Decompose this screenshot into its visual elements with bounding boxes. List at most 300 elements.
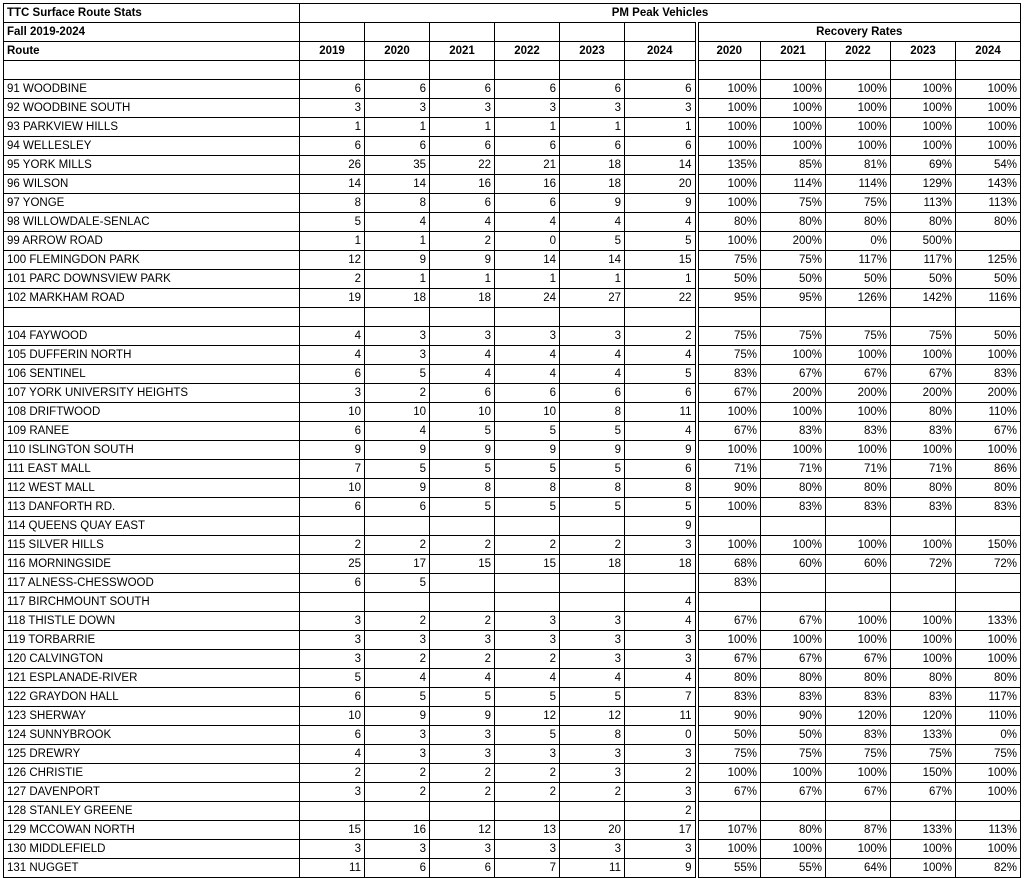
recovery-rate-cell: 100% <box>891 80 956 99</box>
vehicle-count-cell: 9 <box>365 479 430 498</box>
recovery-rate-cell: 0% <box>826 232 891 251</box>
recovery-rate-cell: 83% <box>826 688 891 707</box>
route-name: 109 RANEE <box>4 422 300 441</box>
recovery-rate-cell: 126% <box>826 289 891 308</box>
table-row <box>4 631 1021 650</box>
recovery-rate-cell: 100% <box>956 346 1021 365</box>
recovery-rate-cell: 67% <box>761 365 826 384</box>
recovery-rate-cell: 50% <box>956 270 1021 289</box>
recovery-rate-cell: 100% <box>697 498 761 517</box>
table-row <box>4 289 1021 308</box>
table-row <box>4 574 1021 593</box>
table-row <box>4 802 1021 821</box>
vehicle-count-cell: 6 <box>300 365 365 384</box>
recovery-rate-cell: 75% <box>891 745 956 764</box>
vehicle-count-cell: 5 <box>560 498 625 517</box>
table-row <box>4 251 1021 270</box>
recovery-rate-cell: 83% <box>697 574 761 593</box>
recovery-rate-cell: 100% <box>826 137 891 156</box>
recovery-rate-cell: 50% <box>826 270 891 289</box>
recovery-rate-cell: 100% <box>956 118 1021 137</box>
vehicle-count-cell: 5 <box>300 213 365 232</box>
vehicle-count-cell: 9 <box>625 194 697 213</box>
table-row <box>4 213 1021 232</box>
vehicle-count-cell: 19 <box>300 289 365 308</box>
vehicle-count-cell: 20 <box>560 821 625 840</box>
recovery-year-header: 2024 <box>956 42 1021 61</box>
recovery-rate-cell: 200% <box>826 384 891 403</box>
vehicle-count-cell: 10 <box>430 403 495 422</box>
vehicle-count-cell: 3 <box>300 99 365 118</box>
recovery-rate-cell: 83% <box>761 422 826 441</box>
recovery-rate-cell: 67% <box>697 783 761 802</box>
table-row <box>4 726 1021 745</box>
recovery-rates-header: Recovery Rates <box>697 23 1021 42</box>
vehicle-count-cell: 3 <box>365 745 430 764</box>
vehicle-count-cell: 1 <box>300 118 365 137</box>
route-name: 122 GRAYDON HALL <box>4 688 300 707</box>
vehicle-count-cell: 2 <box>365 650 430 669</box>
recovery-rate-cell: 100% <box>697 441 761 460</box>
vehicle-count-cell: 15 <box>430 555 495 574</box>
route-name: 91 WOODBINE <box>4 80 300 99</box>
vehicle-count-cell: 5 <box>625 365 697 384</box>
route-name: 123 SHERWAY <box>4 707 300 726</box>
route-name: 92 WOODBINE SOUTH <box>4 99 300 118</box>
recovery-rate-cell: 100% <box>956 840 1021 859</box>
vehicle-count-cell: 6 <box>300 688 365 707</box>
vehicle-count-cell: 2 <box>365 783 430 802</box>
vehicle-count-cell: 8 <box>495 479 560 498</box>
recovery-rate-cell: 50% <box>956 327 1021 346</box>
vehicle-count-cell: 4 <box>430 669 495 688</box>
recovery-rate-cell: 100% <box>826 346 891 365</box>
recovery-rate-cell: 100% <box>697 175 761 194</box>
recovery-rate-cell: 67% <box>891 783 956 802</box>
recovery-rate-cell: 67% <box>697 612 761 631</box>
recovery-rate-cell: 114% <box>761 175 826 194</box>
vehicle-count-cell: 15 <box>300 821 365 840</box>
recovery-rate-cell: 100% <box>697 232 761 251</box>
vehicle-count-cell <box>365 593 430 612</box>
table-row <box>4 80 1021 99</box>
vehicle-count-cell: 4 <box>430 346 495 365</box>
recovery-rate-cell: 71% <box>826 460 891 479</box>
route-name: 120 CALVINGTON <box>4 650 300 669</box>
vehicle-count-cell: 21 <box>495 156 560 175</box>
vehicles-year-header: 2023 <box>560 42 625 61</box>
vehicle-count-cell: 1 <box>365 270 430 289</box>
vehicle-count-cell: 35 <box>365 156 430 175</box>
vehicle-count-cell: 5 <box>430 688 495 707</box>
recovery-rate-cell: 100% <box>891 650 956 669</box>
recovery-rate-cell: 90% <box>761 707 826 726</box>
recovery-rate-cell: 60% <box>826 555 891 574</box>
vehicle-count-cell: 5 <box>365 365 430 384</box>
vehicle-count-cell: 27 <box>560 289 625 308</box>
route-name: 115 SILVER HILLS <box>4 536 300 555</box>
recovery-rate-cell <box>697 593 761 612</box>
recovery-rate-cell: 83% <box>956 365 1021 384</box>
recovery-rate-cell: 80% <box>956 669 1021 688</box>
vehicle-count-cell: 6 <box>300 498 365 517</box>
recovery-rate-cell: 55% <box>697 859 761 878</box>
recovery-rate-cell: 80% <box>697 213 761 232</box>
recovery-rate-cell: 100% <box>826 764 891 783</box>
route-name: 95 YORK MILLS <box>4 156 300 175</box>
recovery-rate-cell: 83% <box>761 688 826 707</box>
recovery-rate-cell: 107% <box>697 821 761 840</box>
vehicle-count-cell: 3 <box>365 327 430 346</box>
recovery-rate-cell: 100% <box>956 764 1021 783</box>
vehicle-count-cell: 3 <box>430 631 495 650</box>
vehicle-count-cell: 6 <box>495 384 560 403</box>
vehicle-count-cell: 11 <box>625 707 697 726</box>
vehicle-count-cell: 11 <box>560 859 625 878</box>
recovery-rate-cell: 83% <box>761 498 826 517</box>
recovery-rate-cell: 72% <box>956 555 1021 574</box>
vehicle-count-cell: 17 <box>625 821 697 840</box>
recovery-rate-cell: 143% <box>956 175 1021 194</box>
recovery-rate-cell: 83% <box>891 498 956 517</box>
recovery-rate-cell: 68% <box>697 555 761 574</box>
vehicle-count-cell: 2 <box>495 536 560 555</box>
recovery-rate-cell: 100% <box>826 99 891 118</box>
blank-row <box>4 308 1021 327</box>
recovery-rate-cell: 71% <box>761 460 826 479</box>
recovery-rate-cell: 83% <box>826 498 891 517</box>
table-row <box>4 479 1021 498</box>
vehicle-count-cell: 2 <box>430 536 495 555</box>
route-name: 116 MORNINGSIDE <box>4 555 300 574</box>
recovery-rate-cell: 129% <box>891 175 956 194</box>
recovery-rate-cell: 100% <box>891 859 956 878</box>
vehicle-count-cell <box>300 593 365 612</box>
vehicle-count-cell: 3 <box>560 99 625 118</box>
route-name: 107 YORK UNIVERSITY HEIGHTS <box>4 384 300 403</box>
recovery-rate-cell: 80% <box>956 213 1021 232</box>
route-name: 104 FAYWOOD <box>4 327 300 346</box>
recovery-rate-cell: 67% <box>697 422 761 441</box>
recovery-rate-cell: 50% <box>697 270 761 289</box>
vehicle-count-cell: 9 <box>495 441 560 460</box>
vehicle-count-cell: 9 <box>365 251 430 270</box>
recovery-rate-cell: 100% <box>761 99 826 118</box>
vehicle-count-cell <box>430 574 495 593</box>
recovery-rate-cell: 80% <box>761 821 826 840</box>
recovery-rate-cell: 100% <box>761 631 826 650</box>
vehicle-count-cell: 12 <box>300 251 365 270</box>
vehicle-count-cell: 15 <box>625 251 697 270</box>
route-name: 102 MARKHAM ROAD <box>4 289 300 308</box>
recovery-rate-cell: 100% <box>891 346 956 365</box>
pm-peak-header: PM Peak Vehicles <box>300 4 1021 23</box>
recovery-rate-cell: 100% <box>891 840 956 859</box>
route-name: 119 TORBARRIE <box>4 631 300 650</box>
table-row <box>4 118 1021 137</box>
vehicle-count-cell: 4 <box>625 213 697 232</box>
recovery-rate-cell: 80% <box>761 669 826 688</box>
vehicle-count-cell: 1 <box>625 270 697 289</box>
table-row <box>4 384 1021 403</box>
vehicle-count-cell: 14 <box>625 156 697 175</box>
recovery-rate-cell: 133% <box>891 726 956 745</box>
blank-row <box>4 61 1021 80</box>
vehicle-count-cell: 18 <box>365 289 430 308</box>
recovery-rate-cell <box>956 232 1021 251</box>
recovery-rate-cell: 67% <box>891 365 956 384</box>
recovery-rate-cell: 200% <box>761 232 826 251</box>
recovery-rate-cell <box>891 593 956 612</box>
period-label: Fall 2019-2024 <box>4 23 300 42</box>
recovery-rate-cell: 100% <box>761 840 826 859</box>
route-name: 96 WILSON <box>4 175 300 194</box>
vehicles-year-header: 2022 <box>495 42 560 61</box>
vehicle-count-cell: 24 <box>495 289 560 308</box>
vehicles-year-header: 2019 <box>300 42 365 61</box>
vehicle-count-cell: 18 <box>430 289 495 308</box>
vehicle-count-cell: 1 <box>365 118 430 137</box>
recovery-rate-cell: 116% <box>956 289 1021 308</box>
recovery-rate-cell: 75% <box>697 346 761 365</box>
recovery-rate-cell: 67% <box>697 384 761 403</box>
vehicle-count-cell: 5 <box>495 726 560 745</box>
vehicle-count-cell: 5 <box>625 232 697 251</box>
route-name: 105 DUFFERIN NORTH <box>4 346 300 365</box>
table-row <box>4 232 1021 251</box>
recovery-rate-cell: 100% <box>697 80 761 99</box>
route-name: 117 ALNESS-CHESSWOOD <box>4 574 300 593</box>
vehicle-count-cell: 9 <box>560 441 625 460</box>
recovery-rate-cell: 75% <box>761 327 826 346</box>
vehicle-count-cell: 8 <box>560 403 625 422</box>
table-row <box>4 821 1021 840</box>
recovery-rate-cell <box>697 802 761 821</box>
recovery-rate-cell: 71% <box>891 460 956 479</box>
vehicle-count-cell: 5 <box>300 669 365 688</box>
route-name: 130 MIDDLEFIELD <box>4 840 300 859</box>
vehicle-count-cell: 7 <box>625 688 697 707</box>
recovery-rate-cell: 100% <box>697 194 761 213</box>
vehicle-count-cell: 4 <box>430 365 495 384</box>
vehicle-count-cell: 0 <box>495 232 560 251</box>
recovery-rate-cell: 150% <box>956 536 1021 555</box>
recovery-rate-cell: 113% <box>891 194 956 213</box>
vehicle-count-cell: 5 <box>365 460 430 479</box>
recovery-rate-cell: 100% <box>891 612 956 631</box>
vehicle-count-cell: 3 <box>300 612 365 631</box>
route-name: 114 QUEENS QUAY EAST <box>4 517 300 536</box>
vehicle-count-cell: 2 <box>560 783 625 802</box>
vehicle-count-cell: 5 <box>560 422 625 441</box>
vehicle-count-cell: 3 <box>625 783 697 802</box>
header-row-3 <box>4 42 1021 61</box>
recovery-rate-cell: 100% <box>697 118 761 137</box>
recovery-rate-cell <box>956 593 1021 612</box>
vehicle-count-cell: 9 <box>430 251 495 270</box>
recovery-rate-cell: 75% <box>826 327 891 346</box>
vehicle-count-cell <box>430 593 495 612</box>
vehicle-count-cell: 9 <box>365 707 430 726</box>
vehicle-count-cell: 15 <box>495 555 560 574</box>
vehicle-count-cell: 16 <box>495 175 560 194</box>
recovery-rate-cell <box>956 802 1021 821</box>
recovery-rate-cell: 100% <box>761 118 826 137</box>
vehicle-count-cell: 9 <box>625 441 697 460</box>
recovery-rate-cell: 75% <box>761 251 826 270</box>
recovery-rate-cell <box>956 574 1021 593</box>
vehicle-count-cell: 6 <box>430 384 495 403</box>
vehicle-count-cell: 9 <box>365 441 430 460</box>
recovery-rate-cell: 80% <box>891 403 956 422</box>
vehicle-count-cell: 1 <box>560 118 625 137</box>
table-row <box>4 327 1021 346</box>
recovery-rate-cell: 80% <box>956 479 1021 498</box>
vehicles-year-header: 2024 <box>625 42 697 61</box>
recovery-rate-cell: 100% <box>826 441 891 460</box>
vehicle-count-cell: 4 <box>560 365 625 384</box>
vehicle-count-cell <box>560 517 625 536</box>
recovery-year-header: 2022 <box>826 42 891 61</box>
vehicle-count-cell: 4 <box>430 213 495 232</box>
recovery-rate-cell: 100% <box>891 441 956 460</box>
recovery-rate-cell: 100% <box>826 612 891 631</box>
recovery-rate-cell <box>826 517 891 536</box>
vehicle-count-cell: 5 <box>495 460 560 479</box>
recovery-rate-cell: 135% <box>697 156 761 175</box>
vehicle-count-cell: 20 <box>625 175 697 194</box>
vehicle-count-cell: 9 <box>430 707 495 726</box>
vehicle-count-cell: 6 <box>300 422 365 441</box>
recovery-rate-cell: 83% <box>891 422 956 441</box>
vehicle-count-cell: 9 <box>300 441 365 460</box>
recovery-rate-cell: 75% <box>826 745 891 764</box>
recovery-rate-cell: 87% <box>826 821 891 840</box>
vehicle-count-cell: 4 <box>495 669 560 688</box>
recovery-rate-cell <box>761 593 826 612</box>
recovery-rate-cell: 120% <box>826 707 891 726</box>
recovery-rate-cell: 90% <box>697 479 761 498</box>
route-name: 124 SUNNYBROOK <box>4 726 300 745</box>
vehicle-count-cell: 2 <box>495 764 560 783</box>
route-name: 129 MCCOWAN NORTH <box>4 821 300 840</box>
vehicle-count-cell: 6 <box>560 384 625 403</box>
recovery-rate-cell: 100% <box>891 118 956 137</box>
vehicle-count-cell: 5 <box>560 232 625 251</box>
recovery-rate-cell: 133% <box>891 821 956 840</box>
recovery-rate-cell: 113% <box>956 194 1021 213</box>
header-row-2 <box>4 23 1021 42</box>
vehicle-count-cell: 4 <box>365 669 430 688</box>
vehicle-count-cell: 3 <box>495 99 560 118</box>
vehicle-count-cell: 3 <box>495 631 560 650</box>
recovery-rate-cell: 80% <box>826 669 891 688</box>
table-row <box>4 194 1021 213</box>
vehicle-count-cell <box>560 593 625 612</box>
vehicle-count-cell: 1 <box>625 118 697 137</box>
recovery-rate-cell: 100% <box>761 441 826 460</box>
recovery-rate-cell: 75% <box>697 251 761 270</box>
vehicle-count-cell: 6 <box>625 137 697 156</box>
vehicle-count-cell: 4 <box>625 346 697 365</box>
vehicle-count-cell: 2 <box>560 536 625 555</box>
table-row <box>4 517 1021 536</box>
vehicle-count-cell: 9 <box>625 859 697 878</box>
vehicle-count-cell: 6 <box>430 859 495 878</box>
vehicle-count-cell: 6 <box>300 726 365 745</box>
recovery-rate-cell: 200% <box>761 384 826 403</box>
vehicle-count-cell: 10 <box>300 403 365 422</box>
recovery-rate-cell: 80% <box>761 479 826 498</box>
vehicle-count-cell <box>430 802 495 821</box>
vehicle-count-cell: 6 <box>495 80 560 99</box>
recovery-rate-cell: 133% <box>956 612 1021 631</box>
vehicle-count-cell: 6 <box>365 137 430 156</box>
table-row <box>4 612 1021 631</box>
recovery-rate-cell: 67% <box>826 365 891 384</box>
route-name: 98 WILLOWDALE-SENLAC <box>4 213 300 232</box>
vehicle-count-cell: 4 <box>625 422 697 441</box>
vehicle-count-cell: 10 <box>300 479 365 498</box>
vehicle-count-cell <box>300 517 365 536</box>
vehicle-count-cell: 3 <box>625 650 697 669</box>
table-row <box>4 688 1021 707</box>
table-row <box>4 783 1021 802</box>
vehicle-count-cell: 1 <box>430 118 495 137</box>
vehicle-count-cell: 6 <box>300 574 365 593</box>
route-name: 100 FLEMINGDON PARK <box>4 251 300 270</box>
vehicle-count-cell: 2 <box>300 270 365 289</box>
route-name: 118 THISTLE DOWN <box>4 612 300 631</box>
vehicle-count-cell: 5 <box>365 574 430 593</box>
vehicle-count-cell: 18 <box>625 555 697 574</box>
recovery-rate-cell <box>891 574 956 593</box>
recovery-rate-cell <box>761 574 826 593</box>
recovery-rate-cell: 500% <box>891 232 956 251</box>
vehicle-count-cell: 8 <box>625 479 697 498</box>
vehicle-count-cell: 1 <box>365 232 430 251</box>
vehicle-count-cell: 5 <box>365 688 430 707</box>
table-row <box>4 137 1021 156</box>
route-name: 101 PARC DOWNSVIEW PARK <box>4 270 300 289</box>
vehicle-count-cell: 6 <box>430 80 495 99</box>
vehicle-count-cell <box>300 802 365 821</box>
vehicle-count-cell: 1 <box>430 270 495 289</box>
recovery-year-header: 2020 <box>697 42 761 61</box>
route-name: 106 SENTINEL <box>4 365 300 384</box>
recovery-rate-cell: 125% <box>956 251 1021 270</box>
recovery-rate-cell <box>761 802 826 821</box>
vehicle-count-cell: 8 <box>430 479 495 498</box>
recovery-rate-cell: 75% <box>956 745 1021 764</box>
table-row <box>4 365 1021 384</box>
recovery-rate-cell: 71% <box>697 460 761 479</box>
vehicle-count-cell <box>365 517 430 536</box>
recovery-rate-cell: 80% <box>891 669 956 688</box>
table-row <box>4 422 1021 441</box>
recovery-rate-cell: 95% <box>761 289 826 308</box>
vehicle-count-cell: 12 <box>560 707 625 726</box>
vehicle-count-cell: 3 <box>560 327 625 346</box>
recovery-rate-cell <box>956 517 1021 536</box>
vehicle-count-cell: 25 <box>300 555 365 574</box>
recovery-rate-cell <box>891 802 956 821</box>
vehicle-count-cell <box>495 802 560 821</box>
vehicle-count-cell: 4 <box>560 213 625 232</box>
vehicle-count-cell: 6 <box>300 80 365 99</box>
recovery-rate-cell <box>826 574 891 593</box>
recovery-rate-cell: 80% <box>697 669 761 688</box>
